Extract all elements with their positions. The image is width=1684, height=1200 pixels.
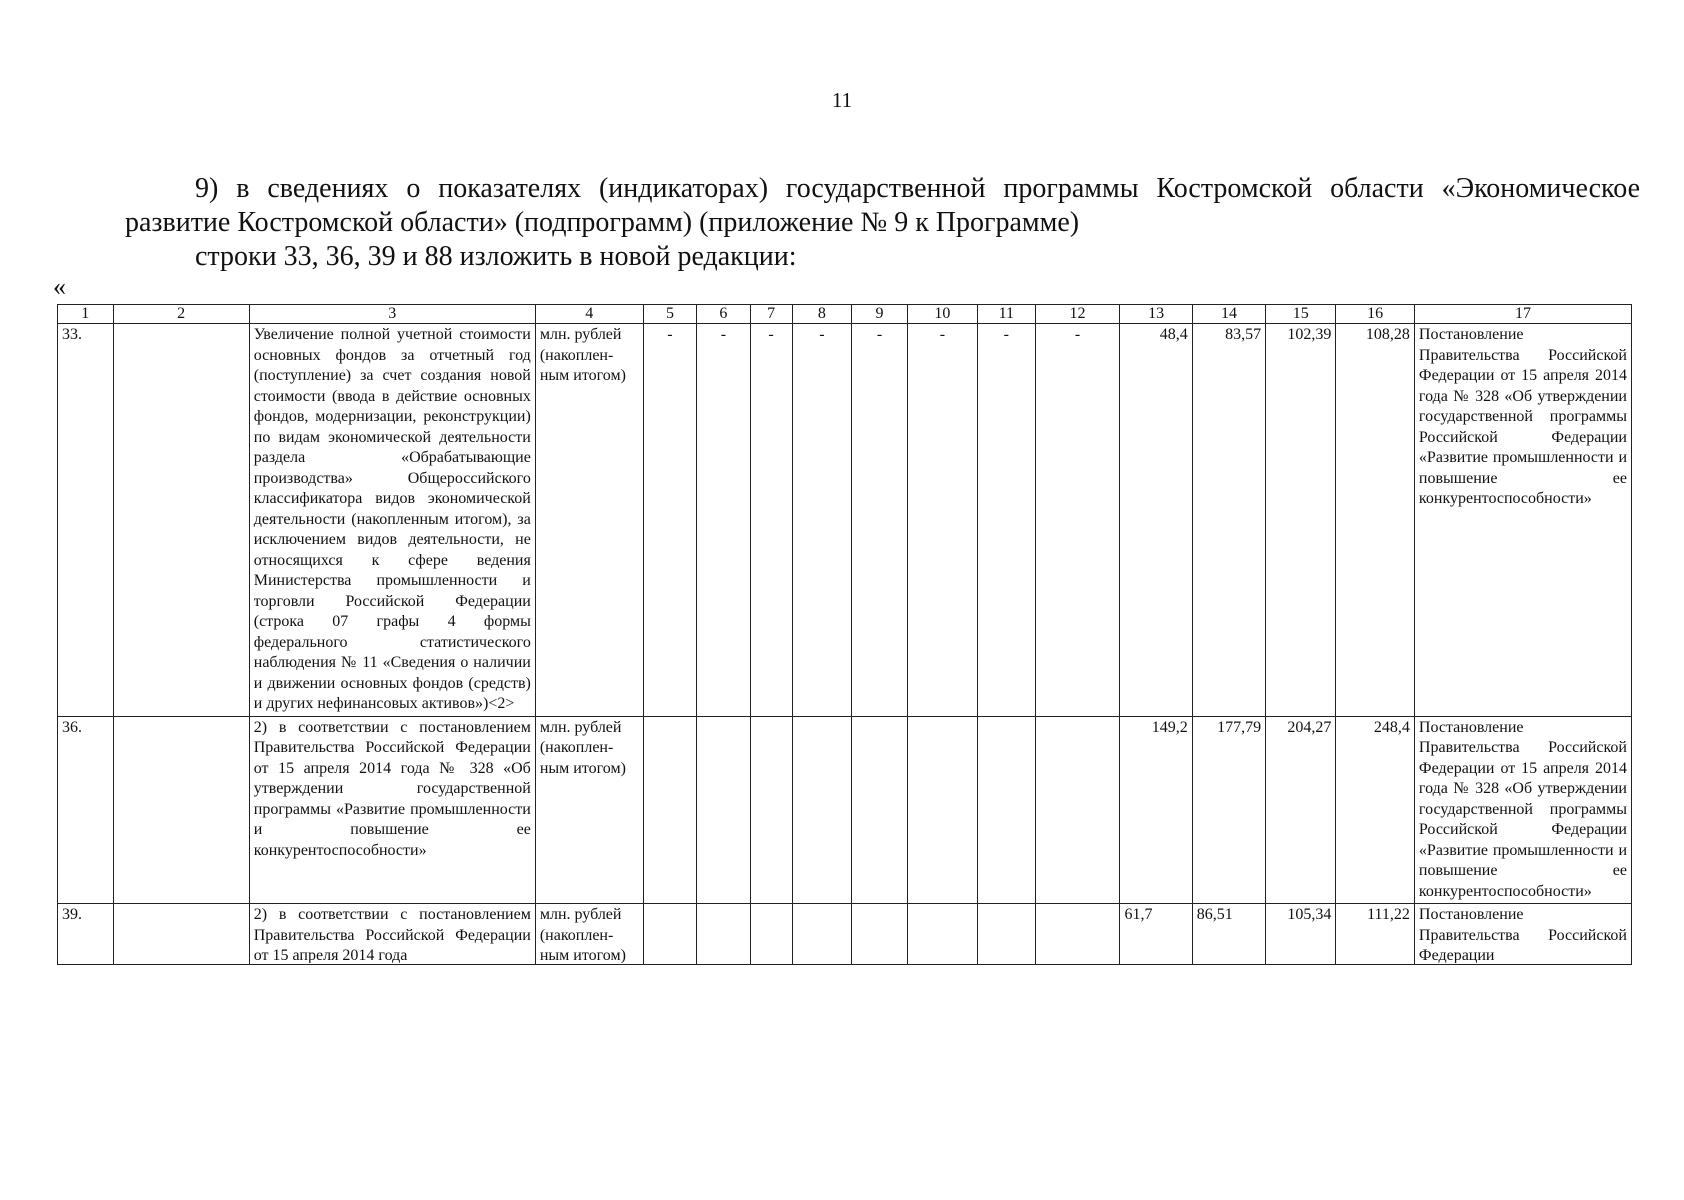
legal-basis: Постановление Правительства Российской Федерации от 15 апреля 2014 года № 328 «Об утверждении государственной программы Российской Федерации «Развитие промышленности и повышение ее конкурентоспособности» [1414,716,1631,904]
value-col15: 102,39 [1266,324,1336,717]
intro-text [125,172,1640,274]
value-col15: 105,34 [1266,904,1336,965]
column-header: 13 [1120,305,1192,324]
value-col9 [852,904,908,965]
indicator-name-cell [249,904,535,965]
indicators-table [57,304,1632,965]
unit-cell [535,904,643,965]
value-col7 [750,716,792,904]
value-col8: - [792,324,852,717]
value-col14: 86,51 [1192,904,1265,965]
column-header: 10 [907,305,977,324]
value-col13: 48,4 [1120,324,1192,717]
value-col7: - [750,324,792,717]
column-header: 4 [535,305,643,324]
legal-basis-cell [1414,904,1631,965]
column-header: 2 [113,305,249,324]
value-col9: - [852,324,908,717]
value-col6 [697,904,750,965]
indicator-name: 2) в соответствии с постановлением Правительства Российской Федерации от 15 апреля 2014 года № 328 «Об утверждении государственной программы «Развитие промышленности и повышение ее конкурентоспособности» [249,716,535,904]
value-col5: - [643,324,696,717]
value-col10 [907,904,977,965]
value-col6: - [697,324,750,717]
value-col8 [792,716,852,904]
value-col12 [1035,904,1120,965]
value-col13: 61,7 [1120,904,1192,965]
opening-quote-mark: « [53,272,66,301]
value-col15: 204,27 [1266,716,1336,904]
table-row-33 [58,324,1632,717]
page-number: 11 [831,88,853,112]
table-header-row [58,305,1632,324]
row-number: 33. [58,324,114,717]
value-col6 [697,716,750,904]
value-col5 [643,904,696,965]
value-col12: - [1035,324,1120,717]
value-col13: 149,2 [1120,716,1192,904]
table-row-36 [58,716,1632,904]
column-header: 12 [1035,305,1120,324]
unit: млн. рублей (накоплен-ным итогом) [539,906,626,963]
column-header: 14 [1192,305,1265,324]
value-col11 [977,716,1035,904]
column-header: 9 [852,305,908,324]
row-number: 39. [58,904,114,965]
row-col2 [113,324,249,717]
unit: млн. рублей (накоплен-ным итогом) [535,716,643,904]
column-header: 5 [643,305,696,324]
unit: млн. рублей (накоплен-ным итогом) [535,324,643,717]
value-col5 [643,716,696,904]
value-col11 [977,904,1035,965]
column-header: 3 [249,305,535,324]
indicator-name: 2) в соответствии с постановлением Правительства Российской Федерации от 15 апреля 2014 года [253,906,531,963]
value-col8 [792,904,852,965]
value-col16: 248,4 [1336,716,1415,904]
table-row-39 [58,904,1632,965]
value-col7 [750,904,792,965]
value-col16: 108,28 [1336,324,1415,717]
column-header: 15 [1266,305,1336,324]
column-header: 11 [977,305,1035,324]
row-col2 [113,904,249,965]
column-header: 16 [1336,305,1415,324]
legal-basis: Постановление Правительства Российской Федерации от 15 апреля 2014 года № 328 «Об утверждении государственной программы Российской Федерации «Развитие промышленности и повышение ее конкурентоспособности» [1414,324,1631,717]
column-header: 6 [697,305,750,324]
value-col10: - [907,324,977,717]
value-col9 [852,716,908,904]
row-number: 36. [58,716,114,904]
intro-paragraph-2: строки 33, 36, 39 и 88 изложить в новой редакции: [195,241,797,272]
column-header: 8 [792,305,852,324]
legal-basis: Постановление Правительства Российской Федерации [1418,906,1627,963]
row-col2 [113,716,249,904]
value-col10 [907,716,977,904]
value-col11: - [977,324,1035,717]
indicator-name: Увеличение полной учетной стоимости основных фондов за отчетный год (поступление) за счет создания новой стоимости (ввода в действие основных фондов, модернизации, реконструкции) по видам экономической деятельности раздела «Обрабатывающие производства» Общероссийского классификатора видов экономической деятельности (накопленным итогом), за исключением видов деятельности, не относящихся к сфере ведения Министерства промышленности и торговли Российской Федерации (строка 07 графы 4 формы федерального статистического наблюдения № 11 «Сведения о наличии и движении основных фондов (средств) и других нефинансовых активов»)<2> [249,324,535,717]
value-col14: 83,57 [1192,324,1265,717]
value-col12 [1035,716,1120,904]
intro-paragraph-1: 9) в сведениях о показателях (индикаторах) государственной программы Костромской области «Экономическое развитие Костромской области» (подпрограмм) (приложение № 9 к Программе) [125,173,1640,238]
value-col16: 111,22 [1336,904,1415,965]
column-header: 7 [750,305,792,324]
value-col14: 177,79 [1192,716,1265,904]
column-header: 1 [58,305,114,324]
column-header: 17 [1414,305,1631,324]
